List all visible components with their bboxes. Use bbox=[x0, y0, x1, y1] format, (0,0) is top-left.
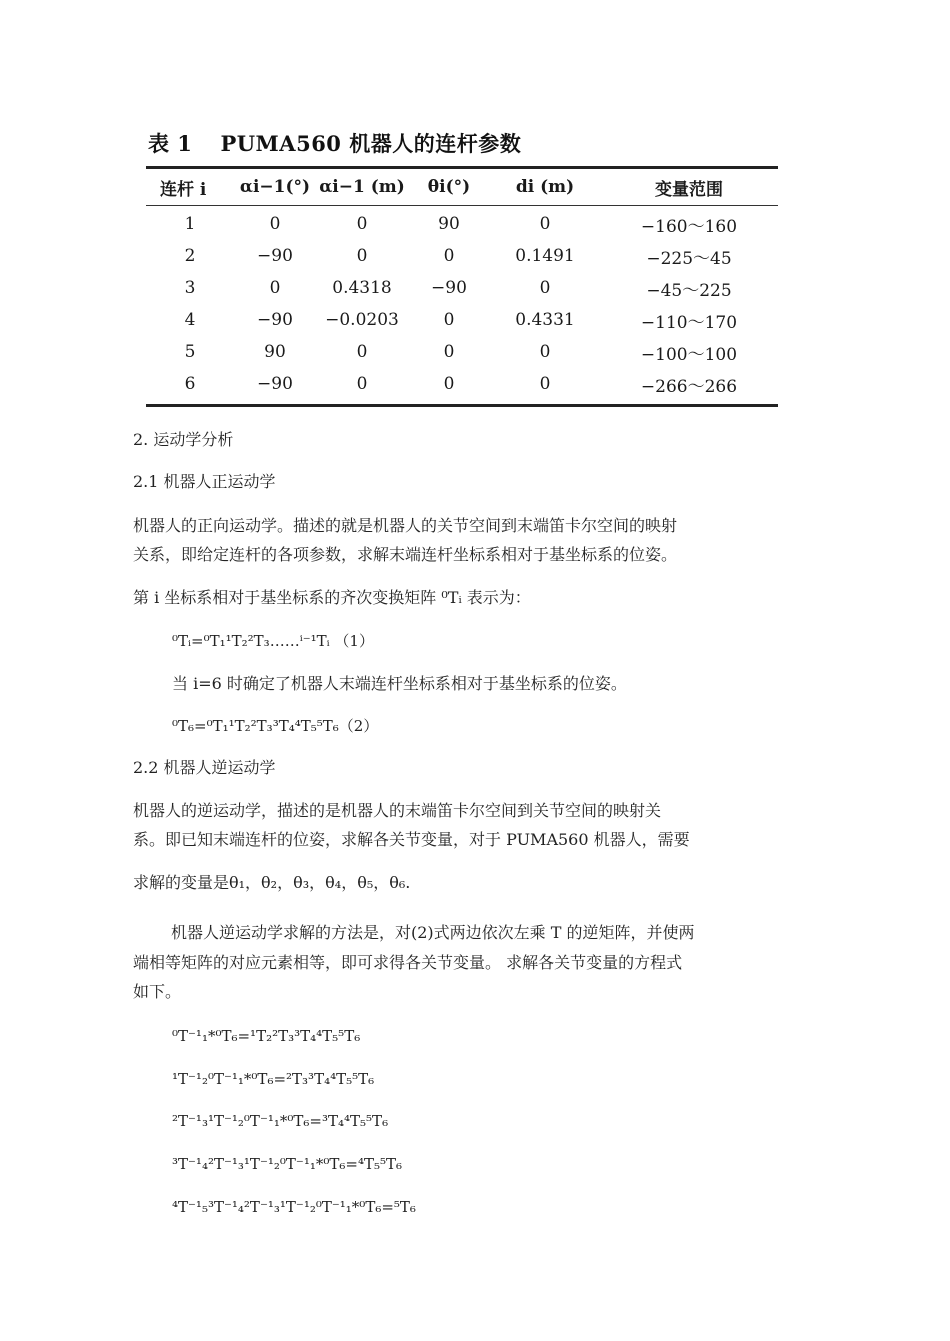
table-cell: 0 bbox=[539, 342, 551, 362]
table-cell: 0 bbox=[443, 246, 455, 266]
table-cell: 0 bbox=[539, 278, 551, 298]
table-row bbox=[146, 272, 778, 304]
table-cell: 0 bbox=[356, 246, 368, 266]
table-cell: 0 bbox=[539, 214, 551, 234]
section-heading-2-1: 2.1 机器人正运动学 bbox=[133, 472, 276, 491]
section-heading-2-2: 2.2 机器人逆运动学 bbox=[133, 758, 276, 777]
table-row bbox=[146, 240, 778, 272]
header-cell: αi−1(°) bbox=[239, 177, 311, 197]
paragraph: 当 i=6 时确定了机器人末端连杆坐标系相对于基坐标系的位姿。 bbox=[172, 674, 627, 693]
table-body bbox=[146, 206, 778, 404]
table-cell: 0 bbox=[356, 374, 368, 394]
table-cell: 0 bbox=[539, 374, 551, 394]
table-cell: −160～160 bbox=[640, 216, 738, 237]
table-cell: 3 bbox=[184, 278, 196, 298]
paragraph-line: 机器人的正向运动学。描述的就是机器人的关节空间到末端笛卡尔空间的映射 bbox=[133, 516, 678, 535]
table-cell: 90 bbox=[438, 214, 460, 234]
table-title: PUMA560 机器人的连杆参数 bbox=[220, 131, 522, 156]
table-cell: −90 bbox=[431, 278, 467, 298]
table-cell: −100～100 bbox=[640, 344, 738, 365]
paragraph-line: 求解的变量是θ₁，θ₂，θ₃，θ₄，θ₅，θ₆. bbox=[133, 873, 411, 892]
equation-3: ⁰T⁻¹₁*⁰T₆=¹T₂²T₃³T₄⁴T₅⁵T₆ bbox=[172, 1027, 361, 1045]
paragraph-line: 系。即已知末端连杆的位姿，求解各关节变量，对于 PUMA560 机器人，需要 bbox=[133, 830, 690, 849]
table-cell: 0 bbox=[356, 214, 368, 234]
table-cell: −110～170 bbox=[640, 312, 738, 333]
table-cell: 4 bbox=[184, 310, 196, 330]
table-number: 表 1 bbox=[148, 131, 193, 156]
table-cell: 0.4331 bbox=[515, 310, 575, 330]
header-cell: 变量范围 bbox=[655, 179, 723, 200]
table-cell: 0 bbox=[443, 342, 455, 362]
table-row bbox=[146, 368, 778, 400]
section-heading-2: 2. 运动学分析 bbox=[133, 430, 234, 449]
paragraph-line: 端相等矩阵的对应元素相等，即可求得各关节变量。 求解各关节变量的方程式 bbox=[133, 953, 683, 972]
equation-7: ⁴T⁻¹₅³T⁻¹₄²T⁻¹₃¹T⁻¹₂⁰T⁻¹₁*⁰T₆=⁵T₆ bbox=[172, 1198, 416, 1216]
paragraph-line: 机器人的逆运动学，描述的是机器人的末端笛卡尔空间到关节空间的映射关 bbox=[133, 801, 662, 820]
table-cell: 0 bbox=[443, 374, 455, 394]
table-cell: 0.4318 bbox=[332, 278, 392, 298]
table-cell: 0 bbox=[269, 214, 281, 234]
table-cell: 6 bbox=[184, 374, 196, 394]
table-cell: −90 bbox=[257, 374, 293, 394]
paragraph-line: 如下。 bbox=[133, 982, 182, 1001]
table-caption bbox=[148, 128, 521, 158]
equation-5: ²T⁻¹₃¹T⁻¹₂⁰T⁻¹₁*⁰T₆=³T₄⁴T₅⁵T₆ bbox=[172, 1112, 389, 1130]
header-cell: di (m) bbox=[515, 177, 575, 197]
paragraph: 第 i 坐标系相对于基坐标系的齐次变换矩阵 ⁰Tᵢ 表示为： bbox=[133, 588, 531, 607]
equation-2: ⁰T₆=⁰T₁¹T₂²T₃³T₄⁴T₅⁵T₆（2） bbox=[172, 717, 379, 735]
table-cell: 2 bbox=[184, 246, 196, 266]
table-cell: −45～225 bbox=[646, 280, 732, 301]
table-header-row bbox=[146, 169, 778, 205]
header-cell: θi(°) bbox=[427, 177, 471, 197]
equation-4: ¹T⁻¹₂⁰T⁻¹₁*⁰T₆=²T₃³T₄⁴T₅⁵T₆ bbox=[172, 1070, 375, 1088]
table-cell: 0 bbox=[443, 310, 455, 330]
table-cell: 0 bbox=[356, 342, 368, 362]
table-cell: −90 bbox=[257, 246, 293, 266]
header-cell: 连杆 i bbox=[160, 179, 207, 200]
header-cell: αi−1 (m) bbox=[319, 177, 405, 197]
equation-1: ⁰Tᵢ=⁰T₁¹T₂²T₃……ⁱ⁻¹Tᵢ （1） bbox=[172, 632, 374, 650]
table-cell: 90 bbox=[264, 342, 286, 362]
paragraph-line: 机器人逆运动学求解的方法是，对(2)式两边依次左乘 T 的逆矩阵，并使两 bbox=[171, 923, 695, 942]
table-cell: 1 bbox=[184, 214, 196, 234]
table-row bbox=[146, 208, 778, 240]
paragraph-line: 关系，即给定连杆的各项参数，求解末端连杆坐标系相对于基坐标系的位姿。 bbox=[133, 545, 678, 564]
table-cell: 5 bbox=[184, 342, 196, 362]
table-cell: −90 bbox=[257, 310, 293, 330]
table-cell: −266～266 bbox=[640, 376, 738, 397]
table-cell: 0.1491 bbox=[515, 246, 575, 266]
table-bottom-rule bbox=[146, 404, 778, 407]
table-cell: −0.0203 bbox=[325, 310, 399, 330]
table-row bbox=[146, 304, 778, 336]
table-row bbox=[146, 336, 778, 368]
link-parameter-table bbox=[146, 166, 778, 407]
table-cell: −225～45 bbox=[646, 248, 732, 269]
equation-6: ³T⁻¹₄²T⁻¹₃¹T⁻¹₂⁰T⁻¹₁*⁰T₆=⁴T₅⁵T₆ bbox=[172, 1155, 403, 1173]
table-cell: 0 bbox=[269, 278, 281, 298]
